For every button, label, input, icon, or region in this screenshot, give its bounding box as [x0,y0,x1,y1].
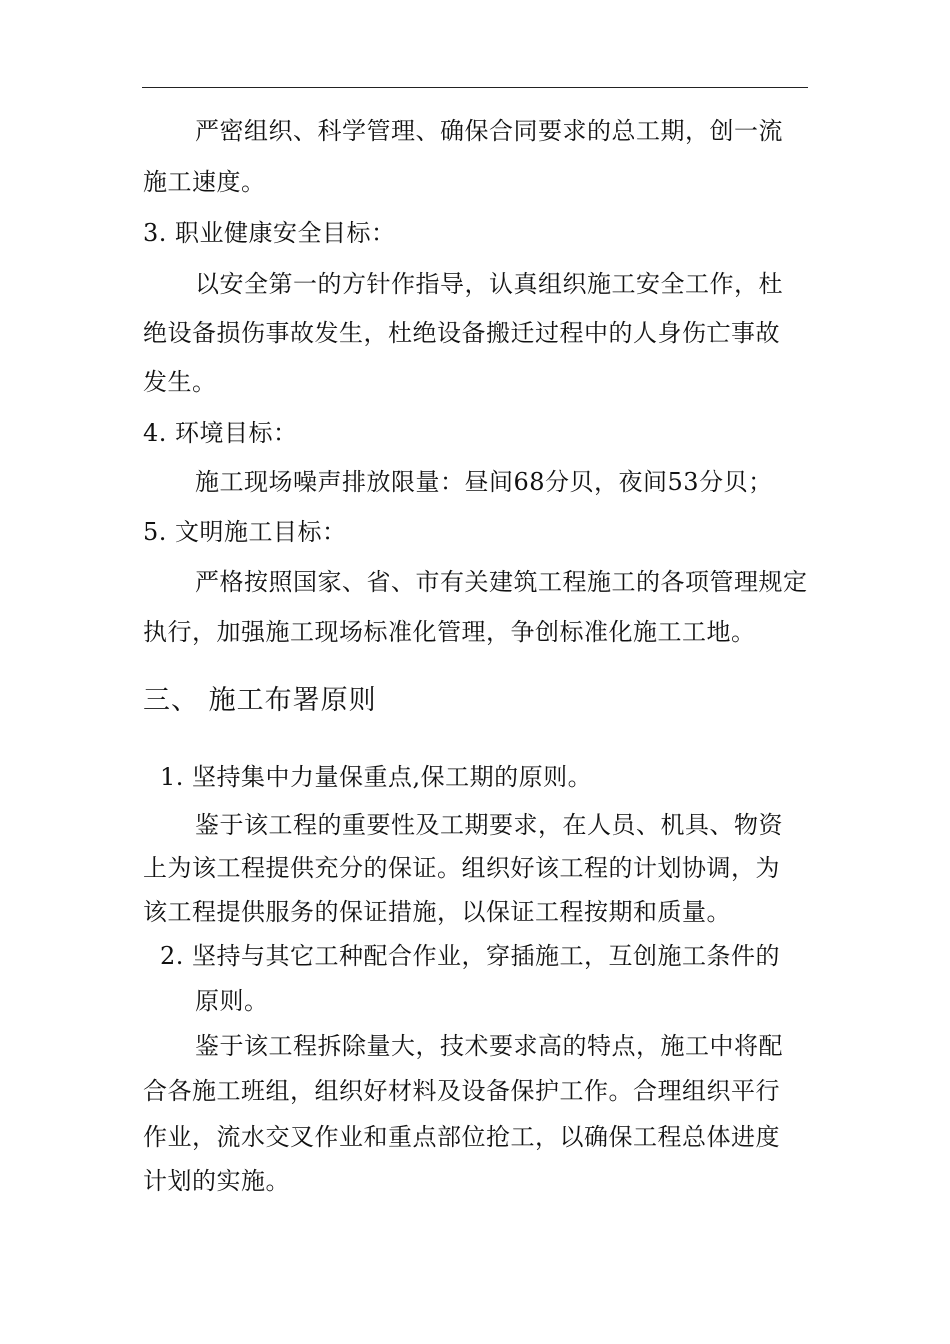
text-line: 执行，加强施工现场标准化管理，争创标准化施工工地。 [143,618,756,646]
text-line: 绝设备损伤事故发生，杜绝设备搬迁过程中的人身伤亡事故 [143,319,780,347]
header-rule [142,87,808,88]
text-line: 鉴于该工程的重要性及工期要求，在人员、机具、物资 [195,811,783,839]
text-line: 严格按照国家、省、市有关建筑工程施工的各项管理规定 [195,568,808,596]
text-line: 2. 坚持与其它工种配合作业，穿插施工，互创施工条件的 [160,942,781,970]
text-line: 鉴于该工程拆除量大，技术要求高的特点，施工中将配 [195,1032,783,1060]
text-line: 严密组织、科学管理、确保合同要求的总工期，创一流 [195,117,783,145]
text-line: 计划的实施。 [143,1167,290,1195]
text-line: 上为该工程提供充分的保证。组织好该工程的计划协调，为 [143,854,780,882]
text-line: 3. 职业健康安全目标： [143,219,396,247]
text-line: 5. 文明施工目标： [143,518,347,546]
text-line: 1. 坚持集中力量保重点,保工期的原则。 [160,763,593,791]
text-line: 合各施工班组，组织好材料及设备保护工作。合理组织平行 [143,1077,780,1105]
text-line: 原则。 [195,987,269,1015]
text-line: 作业，流水交叉作业和重点部位抢工，以确保工程总体进度 [143,1123,780,1151]
text-line: 该工程提供服务的保证措施，以保证工程按期和质量。 [143,898,731,926]
text-line: 发生。 [143,368,217,396]
text-line: 以安全第一的方针作指导，认真组织施工安全工作，杜 [195,270,783,298]
text-line: 施工速度。 [143,168,266,196]
text-line: 4. 环境目标： [143,419,298,447]
text-line: 施工现场噪声排放限量：昼间68分贝，夜间53分贝； [195,468,773,496]
section-heading: 三、 施工布署原则 [143,685,377,716]
